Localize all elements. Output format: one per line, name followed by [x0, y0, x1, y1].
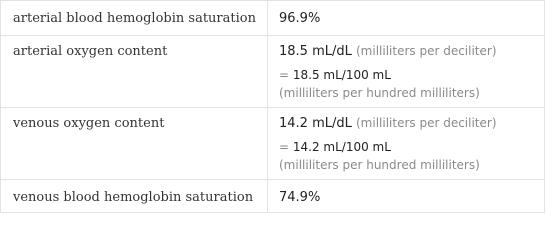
row-value: 14.2 mL/dL	[279, 116, 352, 131]
converted-value: 14.2 mL/100 mL	[292, 140, 391, 154]
row-label: venous blood hemoglobin saturation	[13, 190, 254, 205]
row-label: arterial blood hemoglobin saturation	[13, 11, 256, 26]
row-value-line	[279, 44, 497, 59]
table-row	[1, 35, 544, 107]
table-row	[1, 107, 544, 179]
row-value-line	[279, 116, 497, 131]
row-label: arterial oxygen content	[13, 44, 168, 59]
equals-sign: =	[279, 140, 290, 154]
table-row	[1, 1, 544, 35]
row-value: 74.9%	[279, 190, 321, 205]
row-label: venous oxygen content	[13, 116, 165, 131]
converted-unit-description: (milliliters per hundred milliliters)	[279, 158, 480, 172]
row-value: 96.9%	[279, 11, 321, 26]
equals-sign: =	[279, 68, 290, 82]
unit-description: (milliliters per deciliter)	[356, 44, 497, 58]
converted-unit-description: (milliliters per hundred milliliters)	[279, 86, 480, 100]
table-row	[1, 179, 544, 213]
converted-value: 18.5 mL/100 mL	[292, 68, 391, 82]
converted-value-line	[279, 140, 391, 154]
unit-description: (milliliters per deciliter)	[356, 116, 497, 130]
row-value: 18.5 mL/dL	[279, 44, 352, 59]
converted-value-line	[279, 68, 391, 82]
